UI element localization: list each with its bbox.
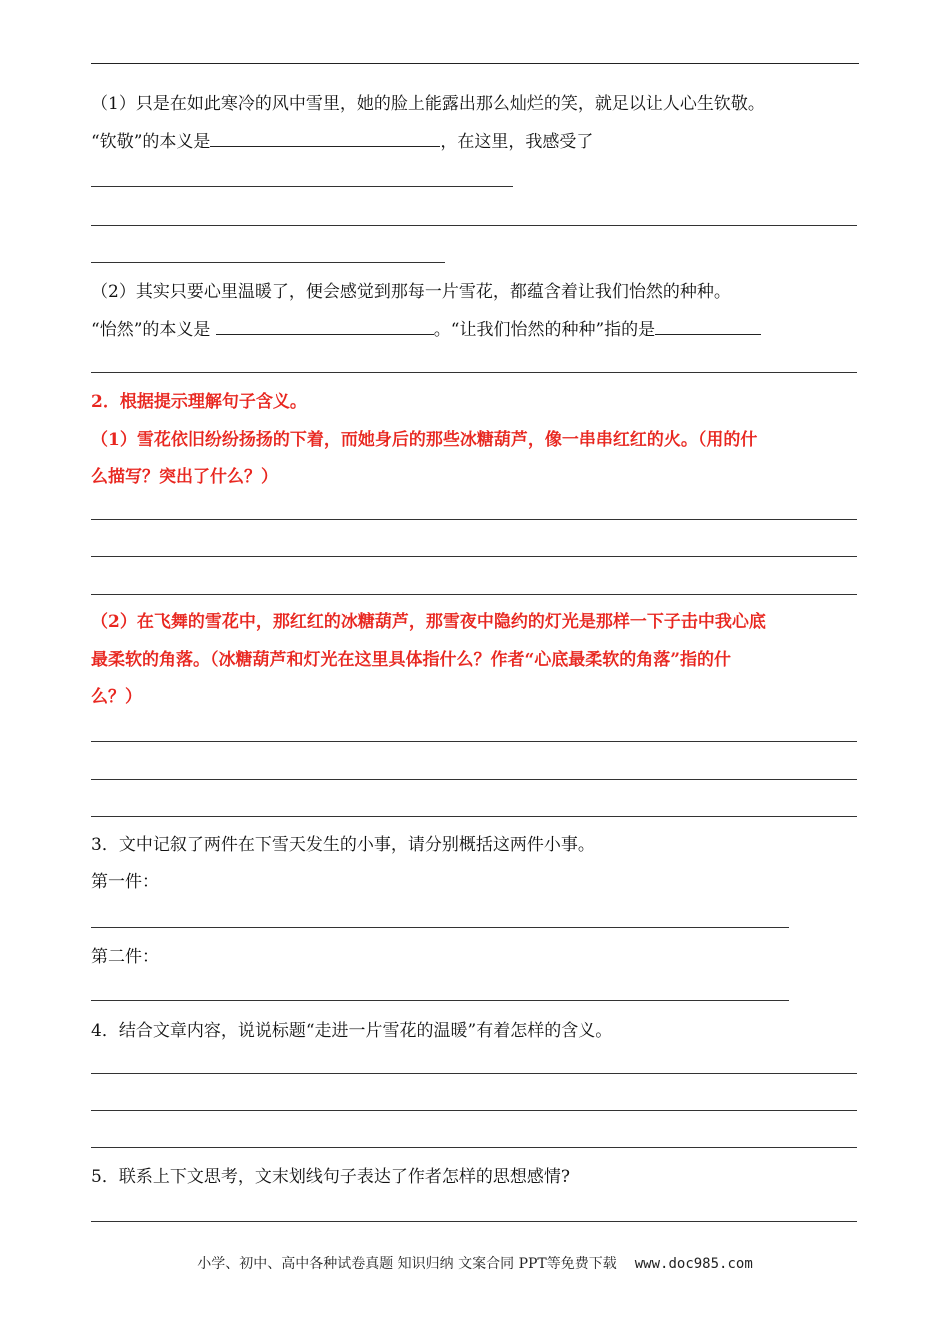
answer-blank[interactable] [655,318,761,335]
answer-line[interactable] [91,927,789,928]
page-footer [0,1253,950,1273]
q4-title: 4．结合文章内容，说说标题“走进一片雪花的温暖”有着怎样的含义。 [91,1021,613,1041]
answer-line[interactable] [91,741,857,742]
answer-line[interactable] [91,816,857,817]
q5-title: 5．联系上下文思考，文末划线句子表达了作者怎样的思想感情? [91,1167,570,1187]
q2-sentence2-line2: 最柔软的角落。（冰糖葫芦和灯光在这里具体指什么？作者“心底最柔软的角落”指的什 [91,650,732,670]
q2-sentence2-line1: （2）在飞舞的雪花中，那红红的冰糖葫芦，那雪夜中隐约的灯光是那样一下子击中我心底 [91,612,766,632]
answer-line[interactable] [91,1147,857,1148]
q1-sentence2-prompt [91,318,761,341]
q3-title: 3．文中记叙了两件在下雪天发生的小事，请分别概括这两件小事。 [91,835,595,855]
q1-prompt1-label: “钦敬”的本义是 [91,132,211,152]
q3-first-label: 第一件： [91,872,159,892]
answer-line[interactable] [91,372,857,373]
q3-second-label: 第二件： [91,947,159,967]
footer-url[interactable]: www.doc985.com [634,1256,753,1272]
answer-line[interactable] [91,186,513,187]
answer-line[interactable] [91,1000,789,1001]
answer-line[interactable] [91,225,857,226]
answer-blank[interactable] [210,130,440,147]
q1-prompt1-cont: ，在这里，我感受了 [440,132,594,152]
q1-sentence2: （2）其实只要心里温暖了，便会感觉到那每一片雪花，都蕴含着让我们怡然的种种。 [91,282,731,302]
q2-title: 2．根据提示理解句子含义。 [91,392,307,412]
footer-text: 小学、初中、高中各种试卷真题 知识归纳 文案合同 PPT等免费下载 [197,1256,617,1272]
q2-sentence1-line2: 么描写？突出了什么？） [91,467,278,487]
answer-line[interactable] [91,519,857,520]
answer-line[interactable] [91,1073,857,1074]
q2-sentence2-line3: 么？） [91,687,142,707]
answer-line[interactable] [91,556,857,557]
answer-blank[interactable] [216,318,434,335]
answer-line[interactable] [91,594,857,595]
answer-line[interactable] [91,262,445,263]
answer-line[interactable] [91,779,857,780]
q1-sentence1-prompt [91,130,593,153]
q1-prompt2-label: “怡然”的本义是 [91,320,216,340]
header-rule [91,63,859,64]
q1-prompt2-cont: 。“让我们怡然的种种”指的是 [433,320,656,340]
q1-sentence1: （1）只是在如此寒冷的风中雪里，她的脸上能露出那么灿烂的笑，就足以让人心生钦敬。 [91,94,765,114]
answer-line[interactable] [91,1110,857,1111]
answer-line[interactable] [91,1221,857,1222]
q2-sentence1-line1: （1）雪花依旧纷纷扬扬的下着，而她身后的那些冰糖葫芦，像一串串红红的火。（用的什 [91,430,758,450]
